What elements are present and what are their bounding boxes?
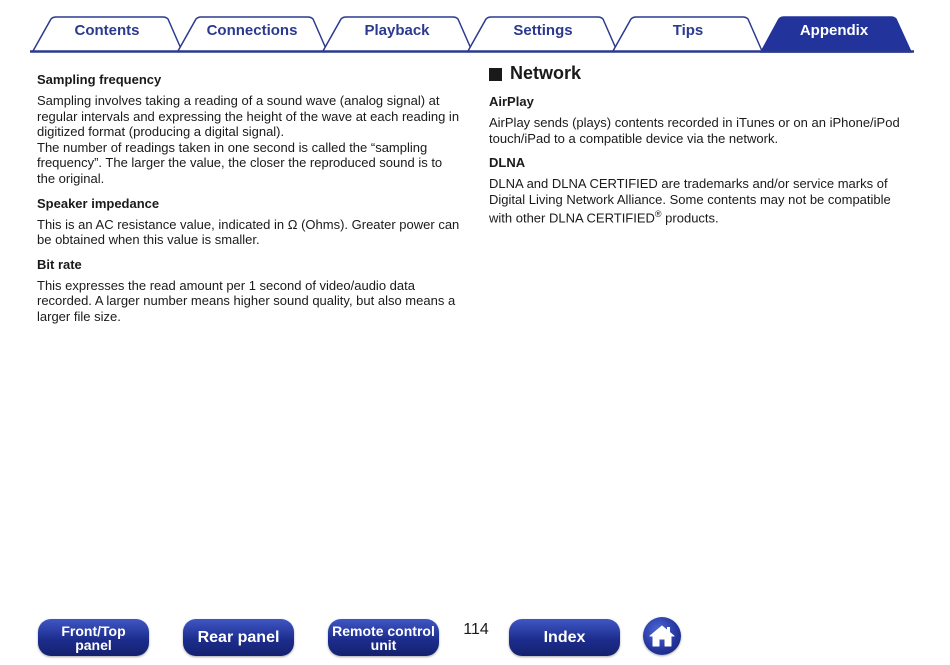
rear-panel-label: Rear panel [197, 629, 280, 646]
tab-tips[interactable]: Tips [672, 22, 704, 39]
index-label: Index [543, 629, 586, 646]
home-icon [649, 624, 675, 648]
front-top-label-1: Front/Top [61, 622, 126, 639]
home-button[interactable] [643, 617, 681, 655]
term-dlna: DLNA [489, 155, 526, 171]
speaker-impedance-text: This is an AC resistance value, indicated in Ω (Ohms). Greater power can be obtained when this value is smaller. [37, 216, 460, 248]
rear-panel-button[interactable] [183, 619, 294, 656]
left-column [37, 68, 462, 325]
page-number: 114 [463, 621, 489, 638]
right-column [489, 63, 909, 226]
tab-settings[interactable]: Settings [513, 22, 573, 39]
dlna-text [489, 176, 909, 226]
tab-bar [0, 0, 950, 56]
sampling-frequency-text-2: The number of readings taken in one second is called the “sampling frequency”. The larger the value, the closer the reproduced sound is to the original. [37, 139, 443, 186]
section-title: Network [510, 63, 582, 83]
remote-control-unit-button[interactable] [328, 619, 439, 656]
term-sampling-frequency: Sampling frequency [37, 72, 162, 87]
airplay-text: AirPlay sends (plays) contents recorded in iTunes or on an iPhone/iPod touch/iPad to a compatible device via the network. [489, 115, 900, 146]
dlna-text-tail: products. [661, 210, 719, 226]
tab-connections[interactable]: Connections [206, 22, 298, 39]
index-button[interactable] [509, 619, 620, 656]
tab-playback[interactable]: Playback [364, 22, 430, 39]
term-airplay: AirPlay [489, 94, 534, 109]
section-heading-network [489, 63, 909, 84]
front-top-label-2: panel [75, 636, 112, 653]
remote-label-2: unit [370, 636, 397, 653]
dlna-text-main: DLNA and DLNA CERTIFIED are trademarks and/or service marks of Digital Living Network Alliance. Some contents may not be compatible with other DLNA CERTIFIED [489, 176, 891, 226]
black-square-icon [489, 68, 502, 81]
tab-contents[interactable]: Contents [74, 22, 140, 39]
front-top-panel-button[interactable] [38, 619, 149, 656]
sampling-frequency-text-1: Sampling involves taking a reading of a sound wave (analog signal) at regular intervals and expressing the height of the wave at each reading in digitized format (producing a digital signal). [37, 93, 460, 140]
registered-mark: ® [654, 209, 662, 220]
remote-label-1: Remote control [332, 622, 435, 639]
term-bit-rate: Bit rate [37, 256, 82, 272]
term-speaker-impedance: Speaker impedance [37, 195, 160, 211]
bit-rate-text: This expresses the read amount per 1 second of video/audio data recorded. A larger number means higher sound quality, but also means a larger file size. [37, 277, 456, 324]
tab-appendix[interactable]: Appendix [799, 22, 869, 39]
